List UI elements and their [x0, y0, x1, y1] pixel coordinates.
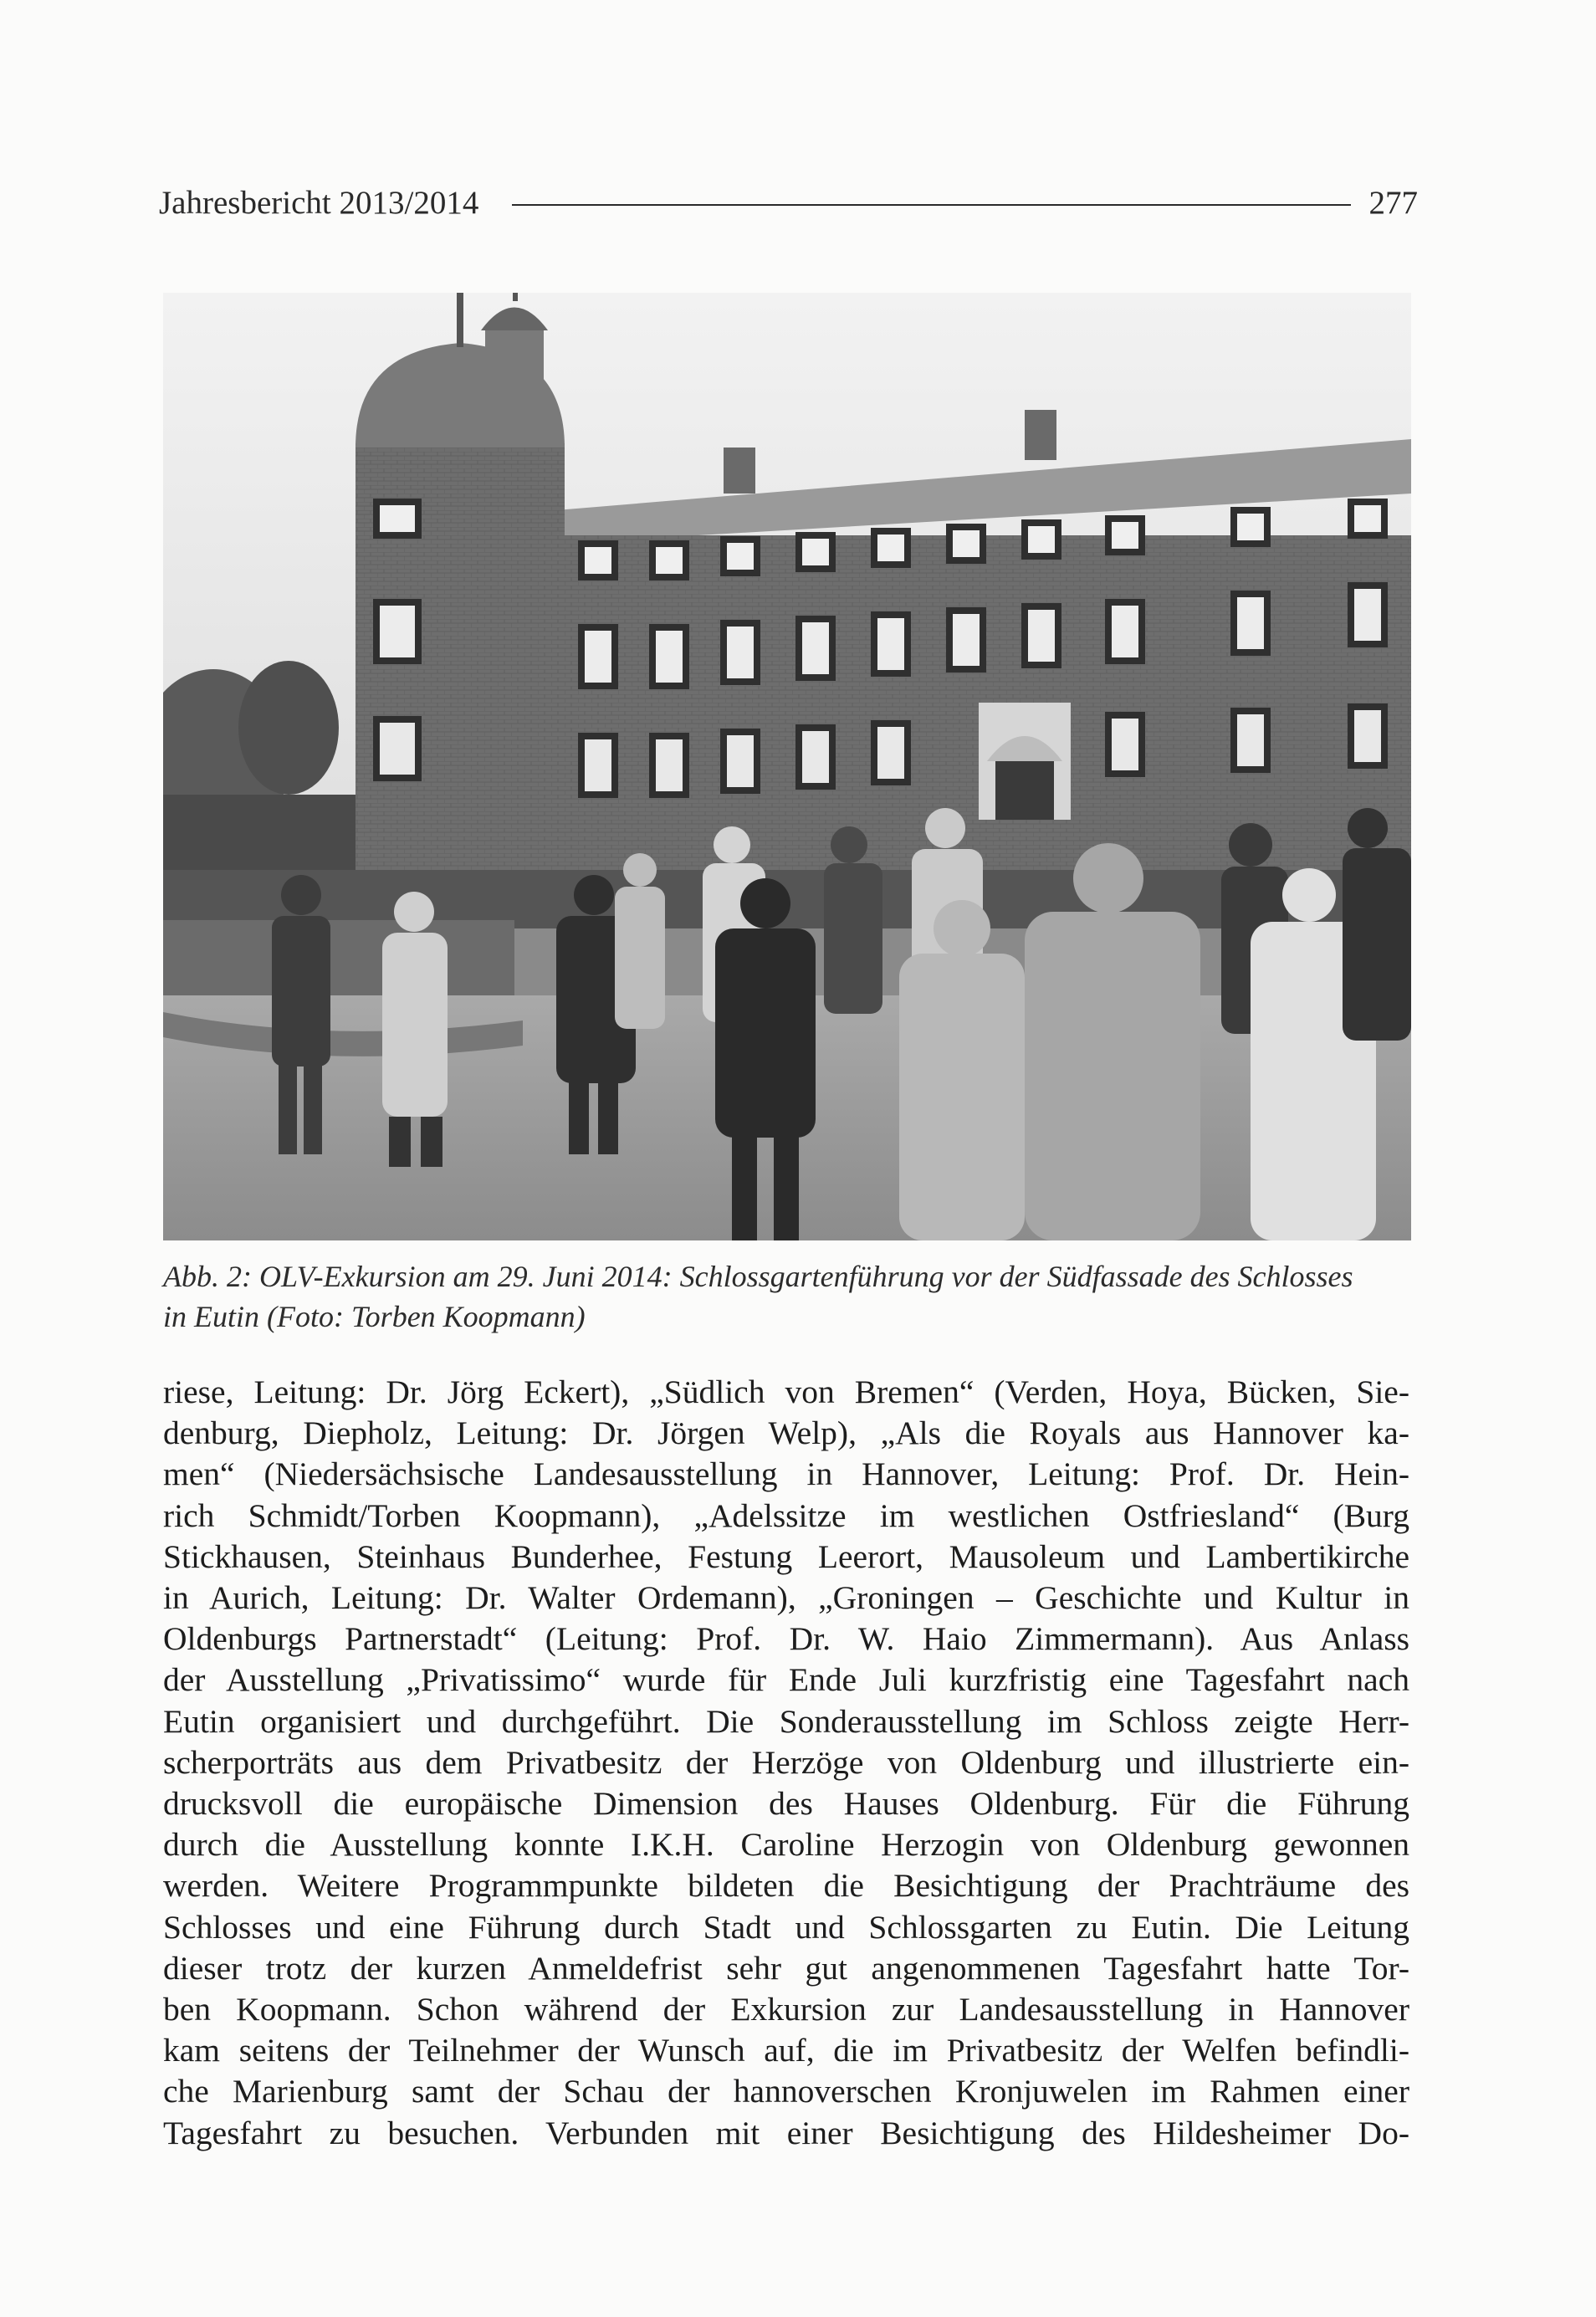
body-line: denburg, Diepholz, Leitung: Dr. Jörgen Welp), „Als die Royals aus Hannover ka- [163, 1414, 1409, 1452]
body-line: Schlosses und eine Führung durch Stadt und Schlossgarten zu Eutin. Die Leitung [163, 1908, 1409, 1946]
photo-illustration [163, 293, 1411, 1240]
body-line: der Ausstellung „Privatissimo“ wurde für Ende Juli kurzfristig eine Tagesfahrt nach [163, 1661, 1409, 1699]
body-line: scherporträts aus dem Privatbesitz der Herzöge von Oldenburg und illustrierte ein- [163, 1743, 1409, 1781]
body-line: rich Schmidt/Torben Koopmann), „Adelssitze im westlichen Ostfriesland“ (Burg [163, 1496, 1409, 1534]
running-title: Jahresbericht 2013/2014 [159, 184, 479, 221]
body-line: riese, Leitung: Dr. Jörg Eckert), „Südlich von Bremen“ (Verden, Hoya, Bücken, Sie- [163, 1373, 1409, 1410]
body-line: Eutin organisiert und durchgeführt. Die Sonderausstellung im Schloss zeigte Herr- [163, 1702, 1409, 1740]
body-line: men“ (Niedersächsische Landesausstellung in Hannover, Leitung: Prof. Dr. Hein- [163, 1455, 1409, 1493]
body-line: Tagesfahrt zu besuchen. Verbunden mit einer Besichtigung des Hildesheimer Do- [163, 2114, 1409, 2151]
body-line: kam seitens der Teilnehmer der Wunsch auf, die im Privatbesitz der Welfen befindli- [163, 2032, 1409, 2069]
body-line: werden. Weitere Programmpunkte bildeten die Besichtigung der Prachträume des [163, 1867, 1409, 1905]
running-header [159, 177, 1418, 228]
body-line: Stickhausen, Steinhaus Bunderhee, Festung Leerort, Mausoleum und Lambertikirche [163, 1537, 1409, 1575]
body-paragraph [163, 1372, 1409, 2154]
figure-caption [163, 1256, 1414, 1337]
body-line: che Marienburg samt der Schau der hannoverschen Kronjuwelen im Rahmen einer [163, 2073, 1409, 2110]
header-rule [512, 204, 1350, 206]
body-line: durch die Ausstellung konnte I.K.H. Caroline Herzogin von Oldenburg gewonnen [163, 1826, 1409, 1864]
page-number: 277 [1368, 184, 1418, 221]
body-line: ben Koopmann. Schon während der Exkursion zur Landesausstellung in Hannover [163, 1991, 1409, 2028]
caption-line: in Eutin (Foto: Torben Koopmann) [163, 1300, 586, 1333]
body-line: dieser trotz der kurzen Anmeldefrist sehr gut angenommenen Tagesfahrt hatte Tor- [163, 1949, 1409, 1987]
caption-line: Abb. 2: OLV-Exkursion am 29. Juni 2014: Schlossgartenführung vor der Südfassade des Schlosses [163, 1260, 1353, 1293]
body-line: drucksvoll die europäische Dimension des Hauses Oldenburg. Für die Führung [163, 1785, 1409, 1823]
body-line: Oldenburgs Partnerstadt“ (Leitung: Prof. Dr. W. Haio Zimmermann). Aus Anlass [163, 1620, 1409, 1658]
castle-excursion-photo [163, 293, 1411, 1240]
body-line: in Aurich, Leitung: Dr. Walter Ordemann), „Groningen – Geschichte und Kultur in [163, 1579, 1409, 1617]
